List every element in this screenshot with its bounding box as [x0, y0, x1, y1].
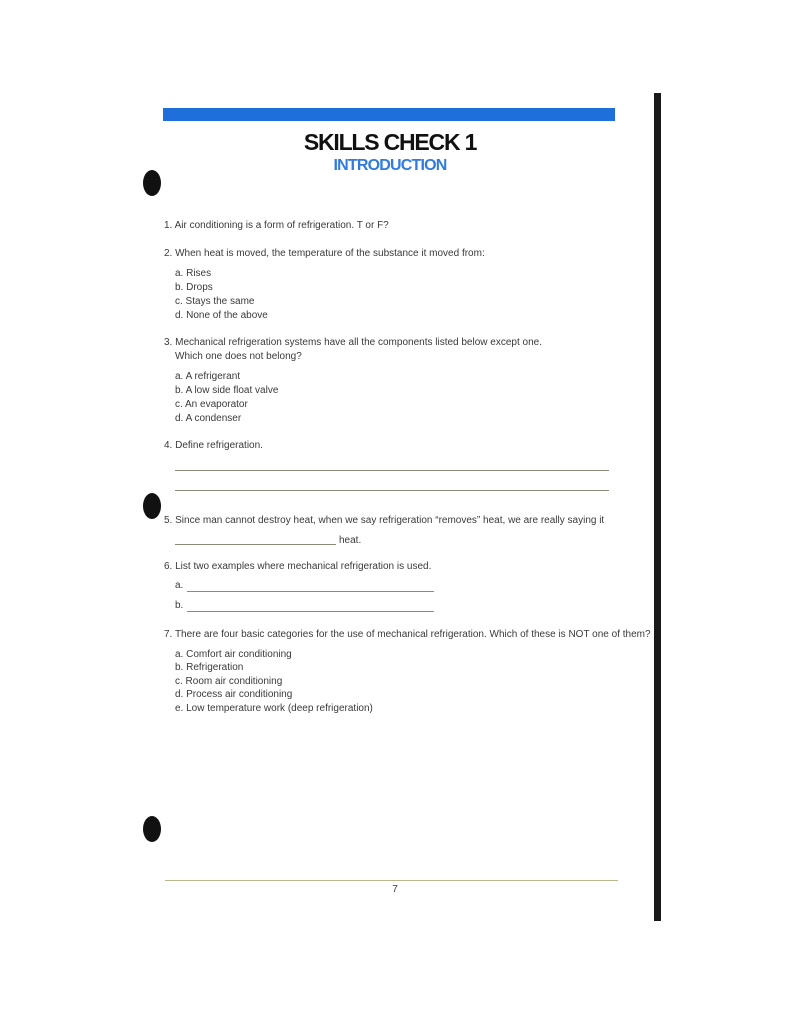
question-3-option-a: a. A refrigerant — [175, 371, 241, 382]
page-number: 7 — [392, 884, 398, 895]
question-6-option-a: a. — [175, 580, 184, 591]
question-3-option-c: c. An evaporator — [175, 399, 248, 410]
punch-hole — [143, 493, 161, 519]
question-6-option-b: b. — [175, 600, 184, 611]
question-3-continued: Which one does not belong? — [175, 351, 302, 362]
answer-line[interactable] — [175, 490, 609, 491]
question-7: 7. There are four basic categories for the use of mechanical refrigeration. Which of these is NOT one of them? — [164, 629, 651, 640]
binding-edge — [654, 93, 661, 921]
punch-hole — [143, 816, 161, 842]
question-1: 1. Air conditioning is a form of refrigeration. T or F? — [164, 220, 389, 231]
question-2-option-d: d. None of the above — [175, 310, 268, 321]
punch-hole — [143, 170, 161, 196]
question-2: 2. When heat is moved, the temperature of the substance it moved from: — [164, 248, 485, 259]
answer-blank[interactable] — [175, 544, 336, 545]
answer-line[interactable] — [175, 470, 609, 471]
header-accent-bar — [163, 108, 615, 121]
question-2-option-a: a. Rises — [175, 268, 212, 279]
question-7-option-e: e. Low temperature work (deep refrigeration) — [175, 703, 373, 714]
question-2-option-b: b. Drops — [175, 282, 213, 293]
question-3-option-b: b. A low side float valve — [175, 385, 279, 396]
page-subtitle: INTRODUCTION — [333, 157, 447, 174]
page-title: SKILLS CHECK 1 — [303, 129, 477, 155]
question-7-option-d: d. Process air conditioning — [175, 689, 293, 700]
question-5-suffix: heat. — [339, 535, 362, 546]
question-7-option-a: a. Comfort air conditioning — [175, 649, 292, 660]
answer-line[interactable] — [187, 591, 434, 592]
question-3: 3. Mechanical refrigeration systems have all the components listed below except one. — [164, 337, 542, 348]
question-7-option-b: b. Refrigeration — [175, 662, 244, 673]
question-3-option-d: d. A condenser — [175, 413, 242, 424]
question-7-option-c: c. Room air conditioning — [175, 676, 283, 687]
question-2-option-c: c. Stays the same — [175, 296, 255, 307]
footer-rule — [165, 880, 618, 881]
question-6: 6. List two examples where mechanical refrigeration is used. — [164, 561, 432, 572]
answer-line[interactable] — [187, 611, 434, 612]
question-4: 4. Define refrigeration. — [164, 440, 263, 451]
question-5: 5. Since man cannot destroy heat, when we say refrigeration “removes” heat, we are really saying it — [164, 515, 605, 526]
